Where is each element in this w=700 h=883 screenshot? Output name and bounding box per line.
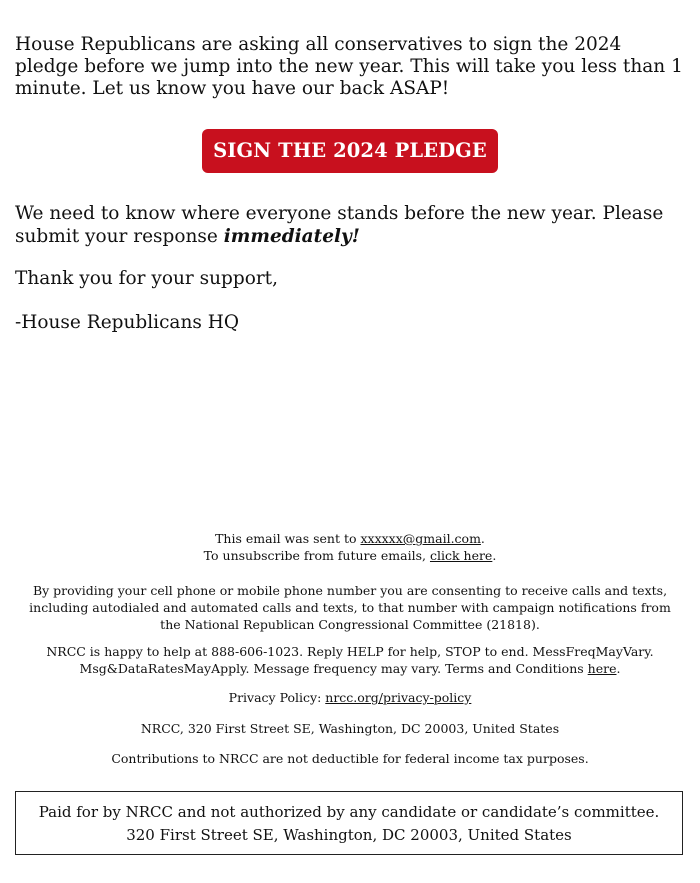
help-suffix: . [616, 661, 621, 676]
sent-to-line [20, 530, 680, 547]
contributions-text: Contributions to NRCC are not deductible for federal income tax purposes. [111, 751, 589, 766]
paid-for-disclaimer-box [15, 791, 683, 855]
help-text: NRCC is happy to help at 888-606-1023. Reply HELP for help, STOP to end. MessFreqMayVary. Msg&DataRatesMayApply. Message frequency may vary. Terms and Conditions [46, 644, 654, 676]
unsubscribe-line [20, 547, 680, 564]
footer-sent-block [20, 530, 680, 564]
urgency-emphasis: immediately! [223, 226, 360, 247]
contributions-line [20, 750, 680, 767]
terms-link[interactable]: here [587, 661, 617, 676]
email-body [15, 34, 687, 100]
consent-disclaimer [20, 582, 680, 633]
recipient-email-link[interactable]: xxxxxx@gmail.com [360, 531, 481, 546]
intro-paragraph: House Republicans are asking all conservatives to sign the 2024 pledge before we jump into the new year. This will take you less than 1 minute. Let us know you have our back ASAP! [15, 34, 683, 99]
unsubscribe-prefix: To unsubscribe from future emails, [203, 548, 430, 563]
unsubscribe-suffix: . [492, 548, 497, 563]
sign-pledge-button[interactable]: SIGN THE 2024 PLEDGE [202, 129, 498, 173]
consent-text: By providing your cell phone or mobile phone number you are consenting to receive calls and texts, including autodialed and automated calls and texts, to that number with campaign notifications from the National Republican Congressional Committee (21818). [29, 583, 671, 632]
unsubscribe-link[interactable]: click here [429, 548, 493, 563]
sent-to-prefix: This email was sent to [215, 531, 361, 546]
signature-line: -House Republicans HQ [15, 312, 240, 333]
urgency-paragraph [15, 202, 695, 248]
address-line [20, 720, 680, 737]
sms-help-disclaimer [20, 643, 680, 677]
address-text: NRCC, 320 First Street SE, Washington, DC 20003, United States [140, 721, 560, 736]
urgency-text: We need to know where everyone stands before the new year. Please submit your response [15, 203, 664, 247]
paid-for-text: Paid for by NRCC and not authorized by any candidate or candidate’s committee. 320 First Street SE, Washington, DC 20003, United States [38, 803, 660, 844]
privacy-policy-line [20, 689, 680, 706]
privacy-policy-link[interactable]: nrcc.org/privacy-policy [325, 690, 472, 705]
cta-container [0, 129, 700, 173]
help-line [20, 643, 680, 677]
thanks-line: Thank you for your support, [15, 268, 279, 289]
privacy-prefix: Privacy Policy: [228, 690, 326, 705]
privacy-line-text [20, 689, 680, 706]
sent-to-suffix: . [480, 531, 485, 546]
